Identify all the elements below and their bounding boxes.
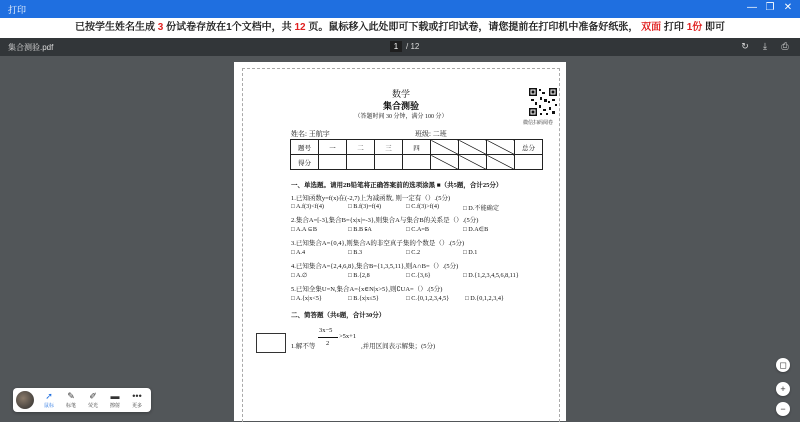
option-b: □ B.3	[348, 249, 363, 256]
zoom-out-button[interactable]	[776, 402, 790, 416]
score-header-cell: 三	[375, 140, 403, 155]
pdf-page	[234, 62, 566, 421]
page-total: / 12	[406, 42, 420, 51]
tool-cursor[interactable]	[38, 390, 60, 412]
option-a: □ A.A ⊆B	[291, 226, 317, 233]
score-table	[290, 139, 543, 170]
zoom-in-button[interactable]	[776, 382, 790, 396]
cursor-icon: ➚	[45, 391, 53, 401]
close-icon[interactable]: ✕	[783, 2, 793, 13]
tool-label: 更多	[131, 403, 142, 409]
score-value-row	[291, 155, 543, 170]
option-b: □ B.f(3)=f(4)	[348, 203, 381, 210]
section-1-heading: 一、单选题。请用2B铅笔将正确答案前的选项涂黑 ■（共5题，合计25分）	[291, 182, 503, 189]
notice-copies: 1份	[686, 22, 703, 33]
pdf-actions	[740, 41, 790, 51]
highlighter-icon: ✐	[89, 391, 97, 401]
question-6-denominator: 2	[326, 340, 330, 347]
plus-icon: +	[780, 384, 786, 394]
doc-meta: （答题时间 30 分钟，满分 100 分）	[354, 114, 448, 120]
question-1: 1.已知函数y=f(x)在(-2,7)上为减函数, 则一定有（）.(5分)	[291, 195, 451, 202]
tool-label: 鼠标	[43, 403, 54, 409]
rotate-icon[interactable]: ↻	[741, 41, 749, 51]
notice-duplex: 双面	[641, 22, 662, 33]
score-cell	[515, 155, 543, 170]
tool-label: 标笔	[65, 403, 76, 409]
pen-icon: ✎	[67, 391, 75, 401]
minimize-icon[interactable]: —	[747, 2, 757, 13]
score-header-cell: 四	[403, 140, 431, 155]
notice-text-2: 份试卷存放在1个文档中，共	[163, 22, 295, 33]
option-c: □ C.f(3)>f(4)	[406, 203, 439, 210]
question-5: 5.已知全集U=N,集合A={x∈N|x>5},则∁UA=（）.(5分)	[291, 286, 443, 293]
restore-icon[interactable]: ❐	[765, 2, 775, 13]
question-6-numerator: 3x−5	[319, 327, 333, 334]
window-controls	[746, 2, 794, 14]
minus-icon: −	[780, 404, 786, 414]
window-titlebar	[0, 0, 800, 18]
pdf-filename: 集合测验.pdf	[8, 43, 54, 52]
score-header-cell: 二	[347, 140, 375, 155]
notice-page-count: 12	[294, 22, 306, 33]
notice-copies-count: 3	[157, 22, 164, 33]
answer-box	[256, 333, 286, 353]
qr-label: 微信扫码阅卷	[523, 120, 554, 126]
question-2: 2.集合A=[-3],集合B={x|x|=-3},则集合A与集合B的关系是（）.(5分)	[291, 217, 479, 224]
score-header-cell-blank	[459, 140, 487, 155]
option-c: □ C.A=B	[406, 226, 430, 233]
notice-text-5: 即可	[702, 22, 726, 33]
option-a: □ A.4	[291, 249, 306, 256]
notice-text-4: 打印	[661, 22, 687, 33]
option-c: □ C.{3,6}	[406, 272, 431, 279]
eraser-icon: ▬	[110, 391, 120, 401]
option-a: □ A.∅	[291, 272, 308, 279]
option-d: □ D.1	[463, 249, 478, 256]
pdf-toolbar	[0, 38, 800, 56]
student-class: 班级: 二班	[415, 130, 447, 138]
option-b: □ B.B ⫋A	[348, 226, 372, 233]
score-header-cell: 总分	[515, 140, 543, 155]
page-indicator	[390, 41, 419, 52]
notice-text-3: 页。鼠标移入此处即可下载或打印试卷，请您提前在打印机中准备好纸张，	[305, 22, 642, 33]
fit-page-icon: ◻	[779, 360, 787, 370]
tool-label: 擦射	[109, 403, 120, 409]
option-b: □ B.{2,8	[348, 272, 370, 279]
score-row-label: 得分	[291, 155, 319, 170]
print-icon[interactable]: ⎙	[781, 41, 789, 51]
option-a: □ A.{x|x<5}	[291, 295, 322, 302]
option-d: □ D.A∈B	[463, 226, 489, 233]
score-header-cell-blank	[487, 140, 515, 155]
qr-code-icon	[528, 87, 558, 117]
score-cell	[403, 155, 431, 170]
tool-highlighter[interactable]	[82, 390, 104, 412]
option-a: □ A.f(3)<f(4)	[291, 203, 324, 210]
option-d: □ D.{0,1,2,3,4}	[465, 295, 504, 302]
score-header-row	[291, 140, 543, 155]
score-header-cell: 一	[319, 140, 347, 155]
score-cell	[319, 155, 347, 170]
score-header-cell: 题号	[291, 140, 319, 155]
score-header-cell-blank	[431, 140, 459, 155]
option-d: □ D.不能确定	[463, 205, 500, 212]
question-6-rhs: >5x+1	[339, 333, 357, 340]
student-name: 姓名: 王航宇	[291, 130, 330, 138]
tool-more[interactable]	[126, 390, 148, 412]
avatar[interactable]	[16, 391, 34, 409]
tool-eraser[interactable]	[104, 390, 126, 412]
score-cell-blank	[459, 155, 487, 170]
question-6-prefix: 1.解不等	[291, 343, 316, 350]
question-6-suffix: ,并用区间表示解集；(5分)	[361, 343, 436, 350]
tool-pen[interactable]	[60, 390, 82, 412]
option-b: □ B.{x|x≤5}	[348, 295, 379, 302]
question-4: 4.已知集合A={2,4,6,8},集合B={1,3,5,11},则A∩B=（）.(5分)	[291, 263, 459, 270]
page-number-input[interactable]: 1	[390, 41, 402, 52]
page-border	[242, 68, 560, 422]
score-cell-blank	[487, 155, 515, 170]
more-icon: •••	[132, 391, 142, 401]
doc-subtitle: 集合测验	[382, 101, 419, 111]
score-cell	[347, 155, 375, 170]
section-2-heading: 二、简答题（共6题，合计30分）	[291, 312, 386, 319]
fit-page-button[interactable]	[776, 358, 790, 372]
option-c: □ C.2	[406, 249, 421, 256]
question-3: 3.已知集合A={0,4},则集合A的非空真子集的个数是（）.(5分)	[291, 240, 465, 247]
print-notice	[0, 18, 800, 38]
annotation-toolbar	[13, 388, 151, 412]
fraction-bar	[318, 337, 338, 338]
notice-text-1: 已按学生姓名生成	[74, 22, 158, 33]
tool-label: 荧光	[87, 403, 98, 409]
score-cell-blank	[431, 155, 459, 170]
window-title: 打印	[8, 5, 27, 15]
download-icon[interactable]: ⤓	[763, 41, 767, 51]
option-d: □ D.{1,2,3,4,5,6,8,11}	[463, 272, 519, 279]
score-cell	[375, 155, 403, 170]
doc-title: 数学	[391, 89, 410, 99]
option-c: □ C.{0,1,2,3,4,5}	[406, 295, 450, 302]
